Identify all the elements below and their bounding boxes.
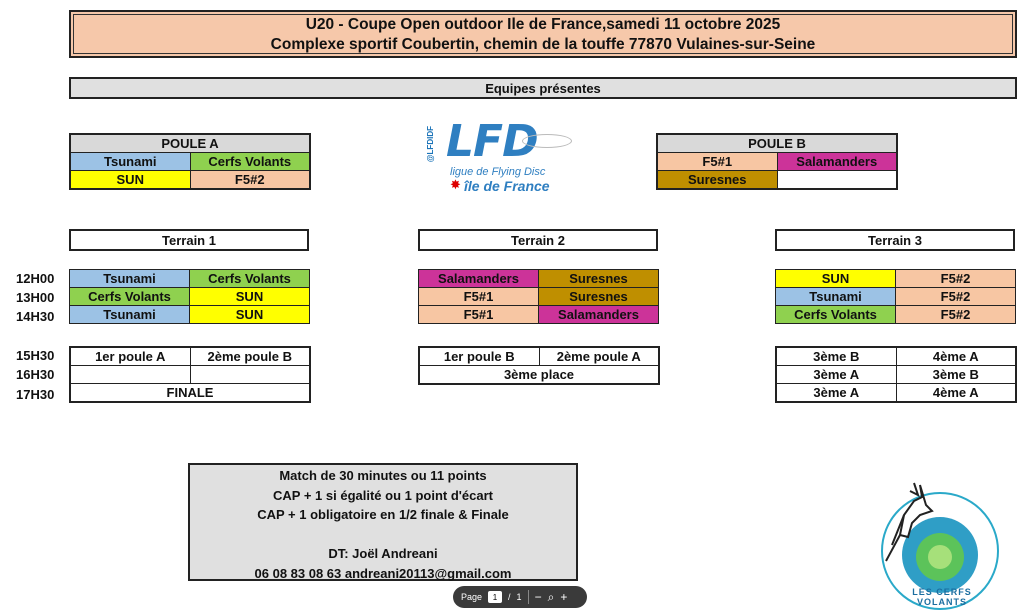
- team-cell: Salamanders: [777, 153, 897, 171]
- match-team: Cerfs Volants: [776, 306, 896, 324]
- match-team: Tsunami: [70, 270, 190, 288]
- star-icon: ✸: [450, 177, 461, 192]
- terrain-1-finals-table: [69, 346, 311, 403]
- finals-slot: 4ème A: [896, 384, 1016, 403]
- match-team: SUN: [776, 270, 896, 288]
- team-cell: Tsunami: [70, 153, 190, 171]
- lfd-sub1: ligue de Flying Disc: [450, 166, 546, 178]
- search-icon[interactable]: ⌕: [547, 589, 555, 604]
- match-team: F5#1: [419, 288, 539, 306]
- poule-b-title: POULE B: [657, 134, 897, 153]
- match-team: Suresnes: [539, 288, 659, 306]
- page-number-input[interactable]: 1: [488, 591, 502, 603]
- rule-line: CAP + 1 obligatoire en 1/2 finale & Finale: [257, 507, 509, 522]
- third-place-slot: 3ème place: [419, 366, 659, 385]
- match-team: Salamanders: [419, 270, 539, 288]
- zoom-in-button[interactable]: +: [560, 590, 568, 604]
- time-label: 16H30: [16, 367, 55, 382]
- director-line: DT: Joël Andreani: [328, 546, 438, 561]
- lfd-sub2: île de France: [464, 178, 550, 194]
- teams-bar: Equipes présentes: [69, 77, 1017, 99]
- match-team: Tsunami: [70, 306, 190, 324]
- club-logo-text: LES CERFS VOLANTS: [912, 587, 972, 607]
- disc-icon: [522, 134, 572, 148]
- finals-slot: 3ème A: [776, 366, 896, 384]
- time-label: 12H00: [16, 271, 55, 286]
- zoom-out-button[interactable]: −: [534, 590, 542, 604]
- lfd-handle: @LFDIDF: [426, 126, 435, 163]
- time-label: 15H30: [16, 348, 55, 363]
- match-team: Suresnes: [539, 270, 659, 288]
- event-header: [69, 10, 1017, 58]
- blank-line: [190, 525, 576, 545]
- lfd-logo: [420, 118, 582, 198]
- rule-line: Match de 30 minutes ou 11 points: [279, 468, 487, 483]
- match-team: Tsunami: [776, 288, 896, 306]
- poule-a-table: [69, 133, 311, 190]
- time-label: 14H30: [16, 309, 55, 324]
- terrain-1-header: Terrain 1: [69, 229, 309, 251]
- rules-box: [188, 463, 578, 581]
- match-team: F5#2: [896, 270, 1016, 288]
- team-cell: F5#1: [657, 153, 777, 171]
- finals-slot: 1er poule B: [419, 347, 539, 366]
- pager-label: Page: [461, 592, 483, 602]
- finals-slot: 3ème B: [896, 366, 1016, 384]
- rule-line: CAP + 1 si égalité ou 1 point d'écart: [273, 487, 493, 503]
- lfd-letters: LFD: [446, 116, 538, 167]
- event-title: U20 - Coupe Open outdoor Ile de France,samedi 11 octobre 2025: [305, 16, 781, 33]
- terrain-2-pool-table: [418, 269, 659, 324]
- terrain-2-header: Terrain 2: [418, 229, 658, 251]
- match-team: SUN: [190, 306, 310, 324]
- match-team: F5#1: [419, 306, 539, 324]
- team-cell: SUN: [70, 171, 190, 190]
- finals-slot: [70, 366, 190, 384]
- pager-sep: /: [508, 592, 511, 602]
- match-team: SUN: [190, 288, 310, 306]
- match-team: Cerfs Volants: [70, 288, 190, 306]
- terrain-1-pool-table: [69, 269, 310, 324]
- team-cell: [777, 171, 897, 190]
- terrain-3-header: Terrain 3: [775, 229, 1015, 251]
- finals-slot: 4ème A: [896, 347, 1016, 366]
- finale-slot: FINALE: [70, 384, 310, 403]
- finals-slot: [190, 366, 310, 384]
- poule-a-title: POULE A: [70, 134, 310, 153]
- terrain-3-finals-table: [775, 346, 1017, 403]
- terrain-3-pool-table: [775, 269, 1016, 324]
- event-location: Complexe sportif Coubertin, chemin de la touffe 77870 Vulaines-sur-Seine: [270, 36, 816, 53]
- page-total: 1: [516, 592, 522, 602]
- team-cell: Suresnes: [657, 171, 777, 190]
- time-label: 13H00: [16, 290, 55, 305]
- match-team: Salamanders: [539, 306, 659, 324]
- finals-slot: 3ème A: [776, 384, 896, 403]
- finals-slot: 1er poule A: [70, 347, 190, 366]
- match-team: F5#2: [896, 306, 1016, 324]
- club-logo: [874, 475, 1004, 611]
- team-cell: Cerfs Volants: [190, 153, 310, 171]
- team-cell: F5#2: [190, 171, 310, 190]
- match-team: F5#2: [896, 288, 1016, 306]
- finals-slot: 2ème poule A: [539, 347, 659, 366]
- time-label: 17H30: [16, 387, 55, 402]
- finals-slot: 3ème B: [776, 347, 896, 366]
- pager-divider: [528, 590, 529, 604]
- poule-b-table: [656, 133, 898, 190]
- pdf-pager: [453, 586, 587, 608]
- finals-slot: 2ème poule B: [190, 347, 310, 366]
- contact-line: 06 08 83 08 63 andreani20113@gmail.com: [254, 565, 512, 581]
- match-team: Cerfs Volants: [190, 270, 310, 288]
- terrain-2-finals-table: [418, 346, 660, 385]
